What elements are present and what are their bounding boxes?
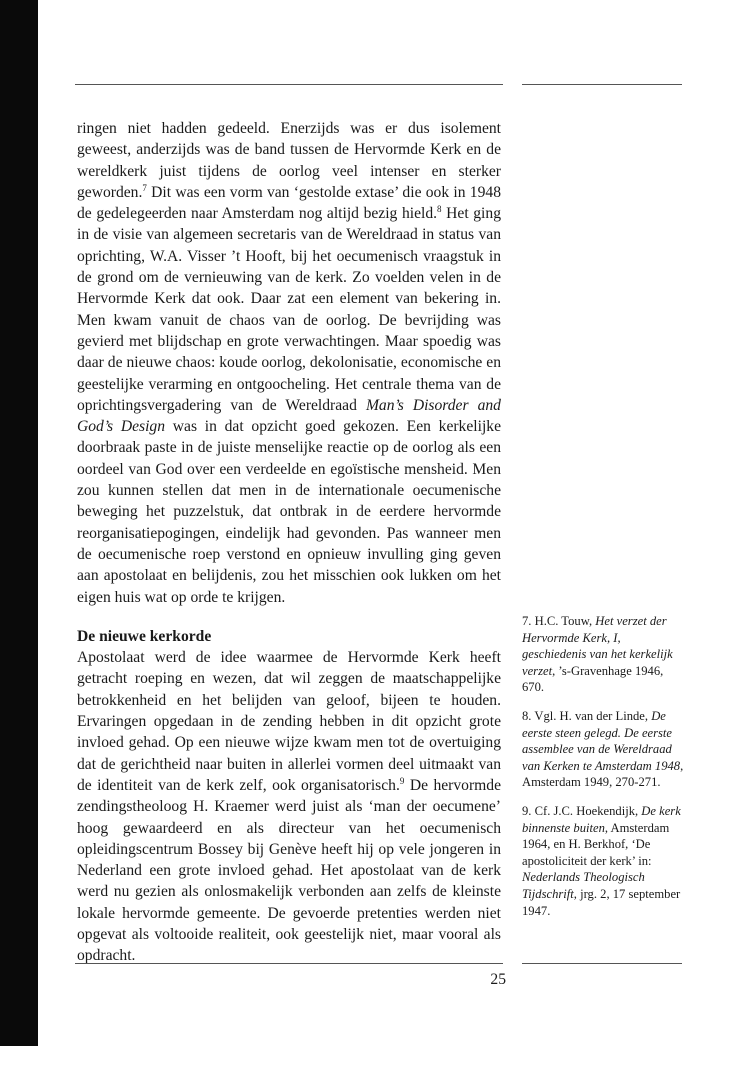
top-rule-margin [522,84,682,85]
footnote-ref-7: 7 [142,182,147,193]
footnote-ref-8: 8 [437,204,442,215]
section-heading: De nieuwe kerkorde [77,627,212,645]
footnote-8: 8. Vgl. H. van der Linde, De eerste steen gelegd. De eerste assemblee van de Wereldraad van Kerken te Amsterdam 1948, Amsterdam 1949, 270-271. [522,708,684,790]
footnote-ref-9: 9 [399,775,405,786]
page-number: 25 [490,971,506,988]
footnote-9: 9. Cf. J.C. Hoekendijk, De kerk binnenste buiten, Amsterdam 1964, en H. Berkhof, ‘De apostoliciteit der kerk’ in: Nederlands Theologisch Tijdschrift, jrg. 2, 17 september 1947. [522,803,681,918]
scan-edge-bar [0,0,38,1046]
bottom-rule-main [75,963,503,964]
italic-title: De kerk binnenste buiten [522,803,681,835]
footnote-7: 7. H.C. Touw, Het verzet der Hervormde Kerk, I, geschiedenis van het kerkelijk verzet, ’s-Gravenhage 1946, 670. [522,614,673,695]
body-paragraph-2: Apostolaat werd de idee waarmee de Hervormde Kerk heeft getracht roeping en wezen, dat wil zeggen de maatschappelijke betrokkenheid en het belijden van geloof, bijeen te houden. Ervaringen opgedaan in de zending hebben in dit opzicht grote invloed gehad. Op een nieuwe wijze kwam men tot de overtuiging dat de gerichtheid naar buiten in allerlei vormen deel uitmaakt van de identiteit van de kerk zelf, ook organisatorisch.$^9$ De hervormde zendingstheoloog H. Kraemer werd juist als ‘man der oecumene’ hoog gewaardeerd en als directeur van het oecumenisch opleidingscentrum Bossey bij Genève heeft hij op vele jongeren in Nederland een grote invloed gehad. Het apostolaat van de kerk werd nu gezien als onlosmakelijk verbonden aan zelfs de kleinste lokale hervormde gemeente. De gevoerde pretenties werden niet opgevat als voltooide realiteit, ook geestelijk niet, maar vooral als opdracht. [77,649,502,965]
margin-footnotes [522,613,684,931]
italic-title: De eerste steen gelegd. De eerste assemblee van de Wereldraad van Kerken te Amsterdam 1948 [522,708,681,773]
italic-title: Man’s Disorder and God’s Design [77,396,501,436]
top-rule-main [75,84,503,85]
italic-title: Het verzet der Hervormde Kerk, I, geschiedenis van het kerkelijk verzet [522,614,673,678]
body-paragraph-1: ringen niet hadden gedeeld. Enerzijds was er dus isolement geweest, anderzijds was de band tussen de Hervormde Kerk en de wereldkerk juist tijdens de oorlog veel intenser en sterker geworden.$^7$ Dit was een vorm van ‘gestolde extase’ die ook in 1948 de gedelegeerden naar Amsterdam nog altijd bezig hield.$^8$ Het ging in de visie van algemeen secretaris van de Wereldraad in status van oprichting, W.A. Visser ’t Hooft, bij het oecumenisch vraagstuk in de grond om de vernieuwing van de kerk. Zo voelden velen in de Hervormde Kerk dat ook. Daar zat een element van bekering in. Men kwam vanuit de chaos van de oorlog. De bevrijding was gevierd met blijdschap en grote verwachtingen. Maar spoedig was daar de nieuwe chaos: koude oorlog, dekolonisatie, economische en geestelijke verarming en ontgoocheling. Het centrale thema van de oprichtingsvergadering van de Wereldraad Man’s Disorder and God’s Design was in dat opzicht goed gekozen. Een kerkelijke doorbraak paste in de juiste menselijke reactie op de oorlog als een oordeel van God over een verdeelde en egoïstische mensheid. Men zou kunnen stellen dat men in de internationale oecumenische beweging het puzzelstuk, dat ontbrak in de eerdere hervormde reorganisatiepogingen, eindelijk had gevonden. Pas wanneer men de oecumenische roep verstond en opnieuw invulling ging geven aan apostolaat en belijdenis, zou het misschien ook lukken om het eigen huis wat op orde te krijgen. [77,120,501,606]
bottom-rule-margin [522,963,682,964]
main-text-column [77,118,501,967]
italic-title: Nederlands Theologisch Tijdschrift [522,870,645,901]
